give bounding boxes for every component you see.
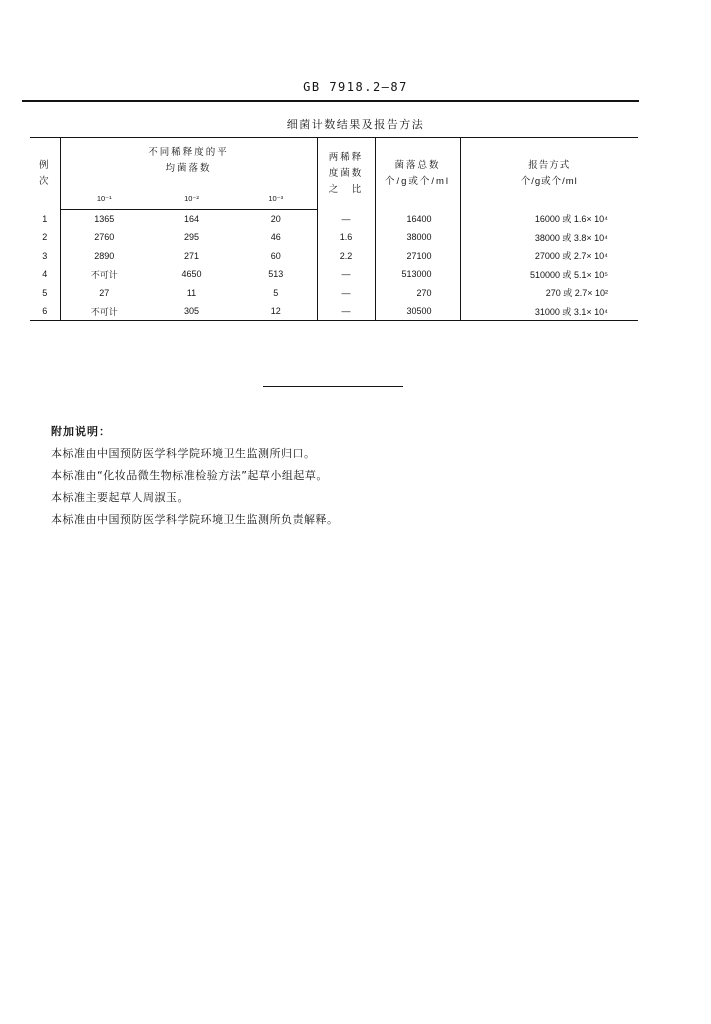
dilution-2-count: 305 bbox=[148, 302, 235, 321]
total-count: 30500 bbox=[375, 302, 460, 321]
note-line: 本标准由中国预防医学科学院环境卫生监测所归口。 bbox=[51, 447, 316, 460]
note-line: 本标准由中国预防医学科学院环境卫生监测所负责解释。 bbox=[51, 513, 339, 526]
dilution-1-count: 27 bbox=[60, 284, 148, 303]
dilution-ratio: — bbox=[317, 265, 375, 284]
dilution-header-2: 10⁻² bbox=[148, 188, 235, 210]
col-header-total-count: 菌落总数 个/g或个/ml bbox=[375, 138, 460, 210]
total-count: 27100 bbox=[375, 247, 460, 266]
dilution-1-count: 不可计 bbox=[60, 302, 148, 321]
standard-code-header: GB 7918.2—87 bbox=[303, 80, 408, 94]
report-value: 510000 或 5.1× 10⁵ bbox=[460, 265, 638, 284]
dilution-3-count: 60 bbox=[270, 250, 281, 261]
dilution-1-count: 不可计 bbox=[60, 265, 148, 284]
dilution-2-count: 11 bbox=[186, 287, 197, 298]
dilution-2-count: 4650 bbox=[181, 269, 202, 280]
dilution-2-count: 164 bbox=[183, 214, 200, 224]
bacteria-count-table-body bbox=[30, 137, 638, 321]
col-header-case: 例 次 bbox=[30, 138, 60, 210]
row-number: 6 bbox=[30, 302, 60, 321]
dilution-header-1: 10⁻¹ bbox=[60, 188, 148, 210]
table-row bbox=[30, 210, 638, 229]
header-rule bbox=[22, 100, 639, 102]
dilution-1-count: 2760 bbox=[60, 228, 148, 247]
table-row bbox=[30, 228, 638, 247]
row-number: 5 bbox=[42, 287, 48, 298]
dilution-ratio: — bbox=[317, 284, 375, 303]
dilution-header-3: 10⁻³ bbox=[235, 188, 317, 210]
dilution-3-count: 12 bbox=[235, 302, 317, 321]
report-value: 38000 或 3.8× 10⁴ bbox=[460, 228, 638, 247]
row-number: 3 bbox=[42, 250, 48, 261]
report-value: 16000 或 1.6× 10⁴ bbox=[460, 210, 638, 229]
report-value: 27000 或 2.7× 10⁴ bbox=[460, 247, 638, 266]
dilution-3-count: 5 bbox=[273, 287, 279, 298]
table-row bbox=[30, 284, 638, 303]
col-header-ratio: 两稀释 度菌数 之 比 bbox=[317, 138, 375, 210]
dilution-3-count: 513 bbox=[268, 269, 284, 280]
dilution-2-count: 271 bbox=[183, 250, 200, 261]
col-header-avg-colony-count: 不同稀释度的平 均菌落数 bbox=[60, 138, 317, 188]
row-number: 1 bbox=[42, 213, 48, 224]
dilution-ratio: 1.6 bbox=[317, 228, 375, 247]
note-line: 本标准由“化妆品微生物标准检验方法”起草小组起草。 bbox=[51, 469, 328, 482]
table-row bbox=[30, 247, 638, 266]
row-number: 4 bbox=[42, 269, 48, 280]
report-value: 31000 或 3.1× 10⁴ bbox=[460, 302, 638, 321]
table-row bbox=[30, 302, 638, 321]
col-header-report-method: 报告方式 个/g或个/ml bbox=[460, 138, 638, 210]
total-count: 513000 bbox=[375, 265, 460, 284]
note-line: 本标准主要起草人周淑玉。 bbox=[51, 491, 189, 504]
row-number: 2 bbox=[42, 232, 48, 243]
table-row bbox=[30, 265, 638, 284]
dilution-ratio: 2.2 bbox=[317, 247, 375, 266]
dilution-2-count: 295 bbox=[183, 232, 200, 243]
dilution-1-count: 1365 bbox=[60, 210, 148, 229]
additional-notes bbox=[51, 421, 651, 531]
total-count: 38000 bbox=[375, 228, 460, 247]
dilution-ratio: — bbox=[317, 302, 375, 321]
total-count: 270 bbox=[375, 284, 460, 303]
table-caption: 细菌计数结果及报告方法 bbox=[286, 118, 425, 131]
section-separator bbox=[263, 386, 403, 387]
dilution-3-count: 46 bbox=[270, 232, 281, 243]
dilution-ratio: — bbox=[317, 210, 375, 229]
report-value: 270 或 2.7× 10² bbox=[460, 284, 638, 303]
dilution-1-count: 2890 bbox=[60, 247, 148, 266]
notes-title: 附加说明： bbox=[51, 425, 111, 438]
dilution-3-count: 20 bbox=[270, 214, 281, 224]
total-count: 16400 bbox=[375, 210, 460, 229]
